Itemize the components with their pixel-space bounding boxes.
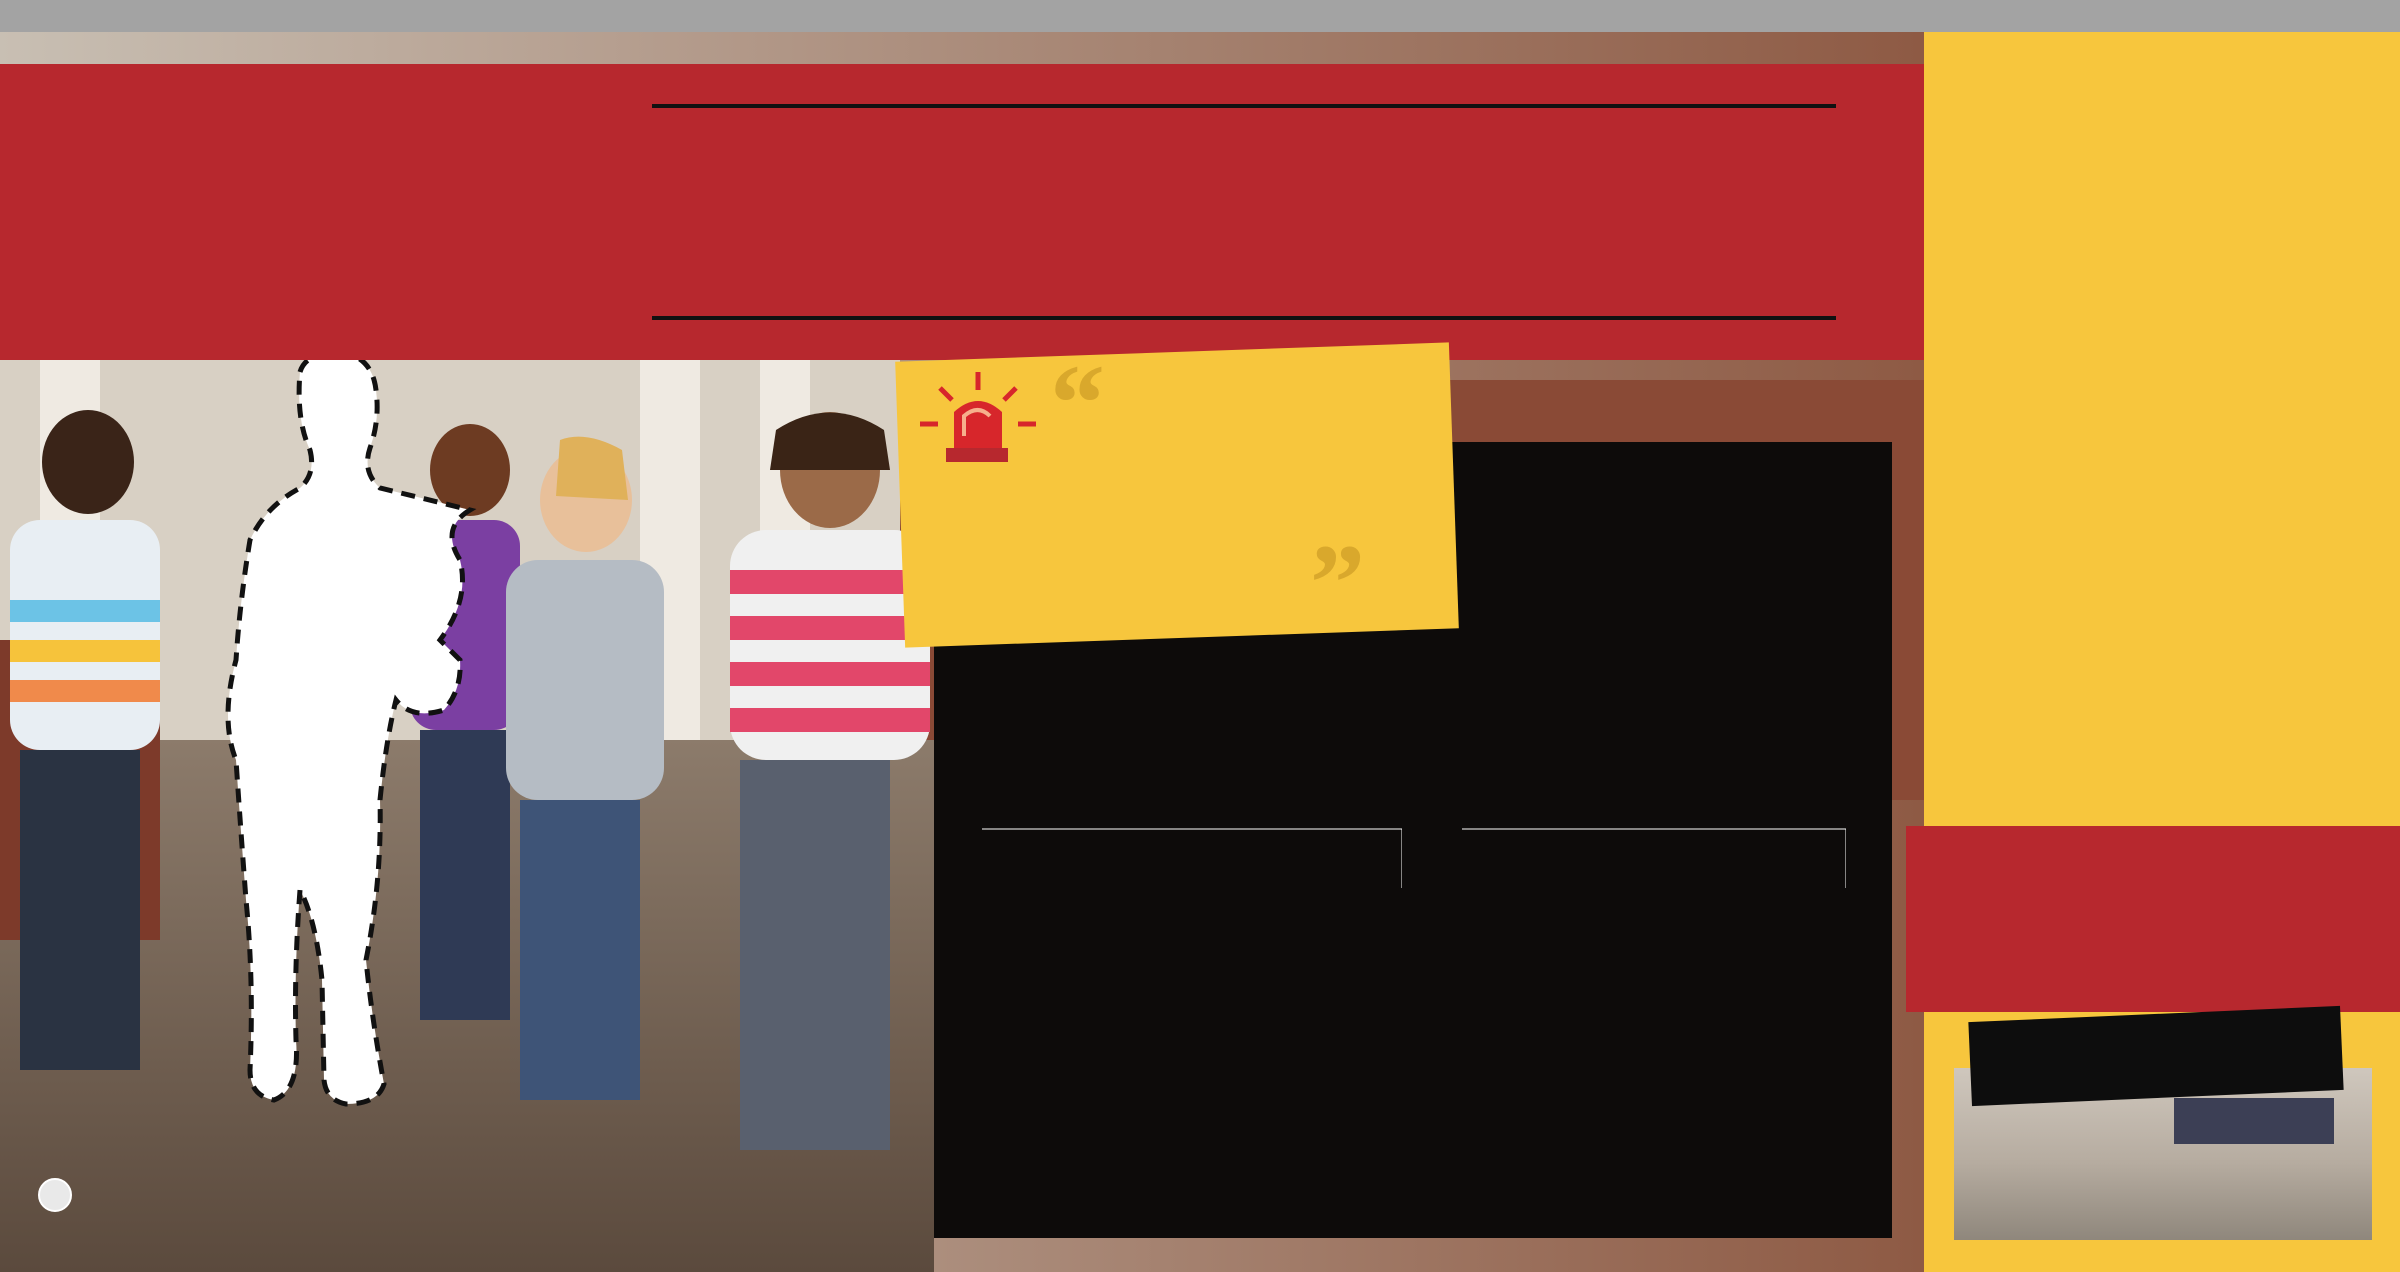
chart2-header-frame bbox=[1462, 828, 1846, 888]
alarm-light-icon bbox=[916, 366, 1040, 478]
close-quote-icon: ” bbox=[1310, 522, 1365, 644]
cde-seal-logo bbox=[38, 1178, 72, 1212]
chart1-header-frame bbox=[982, 828, 1402, 888]
chart2-svg bbox=[1450, 880, 1870, 1230]
headline-rule-top bbox=[652, 104, 1836, 108]
open-quote-icon: “ bbox=[1050, 342, 1105, 464]
chart1-svg bbox=[980, 900, 1420, 1230]
mentors-label-box bbox=[1968, 1006, 2343, 1106]
headline-rule-bottom bbox=[652, 316, 1836, 320]
torlakson-quote-box bbox=[1906, 826, 2400, 1012]
